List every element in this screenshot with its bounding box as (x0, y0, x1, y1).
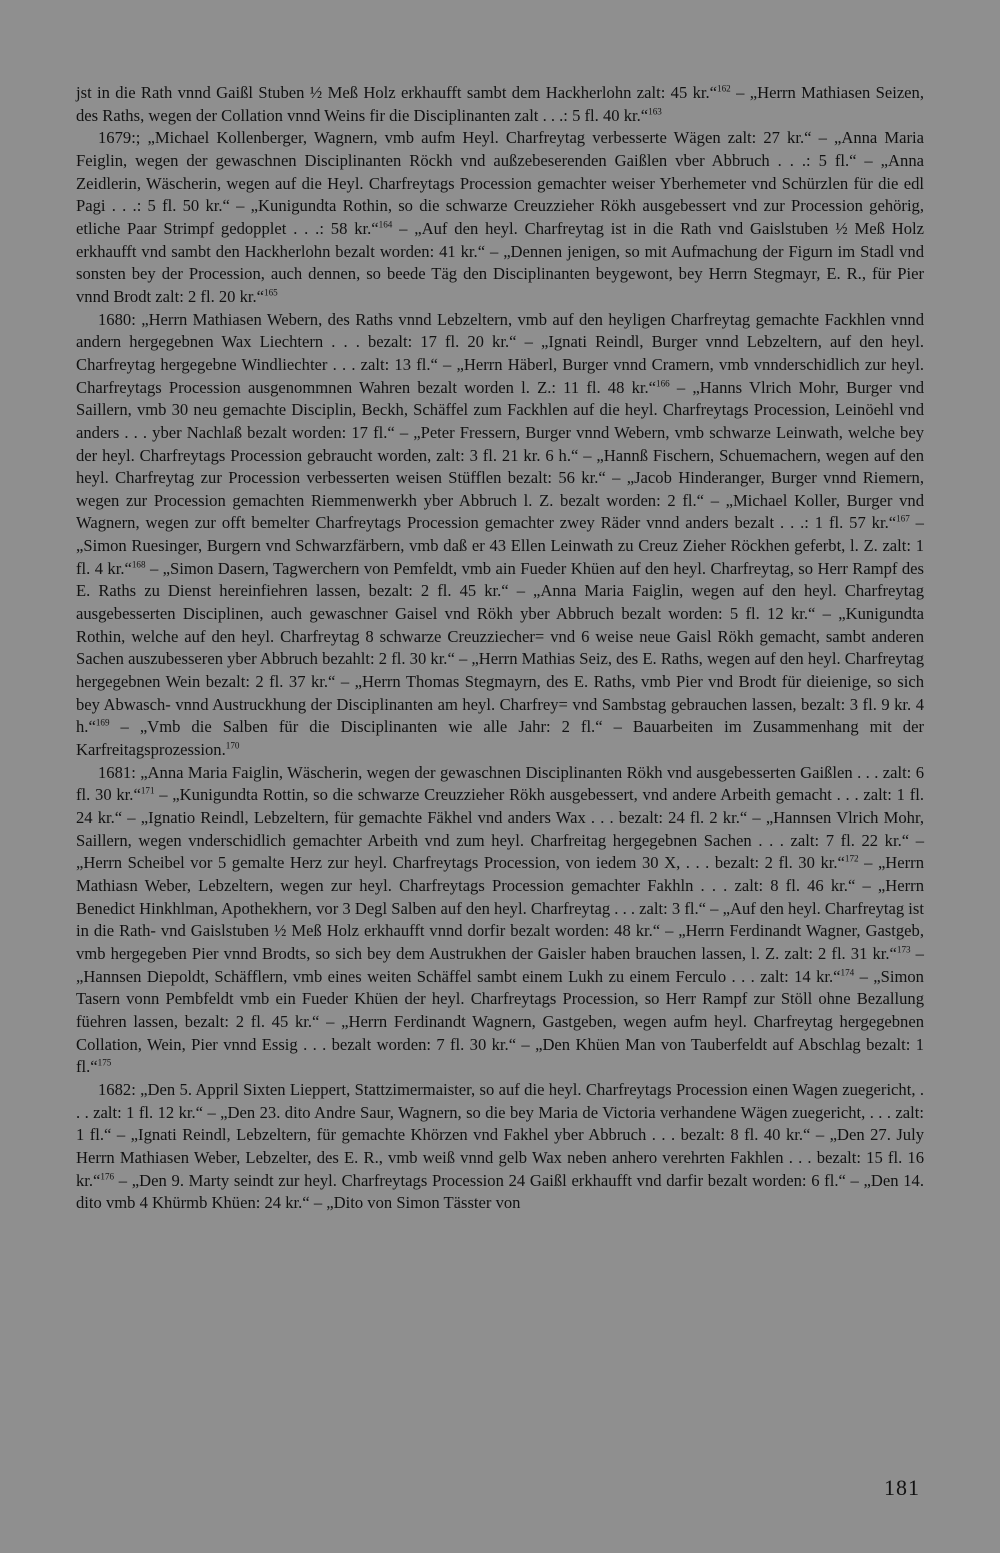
footnote-ref: 175 (97, 1057, 112, 1068)
footnote-ref: 164 (378, 219, 393, 230)
paragraph-cont (76, 82, 924, 127)
text-run: – „Auf den heyl. Charfreytag ist in die Rath vnd Gaislstuben ½ Meß Holz erkhaufft vnd sambt den Hackherlohn bezalt worden: 41 kr.“ – „Dennen jenigen, so mit Aufmachung der Figurn im Stadl vnd sonsten bey der Procession, auch dennen, so beede Täg den Disciplinanten beygewont, bey Herrn Stegmayr, E. R., für Pier vnnd Brodt zalt: 2 fl. 20 kr.“ (76, 218, 924, 306)
footnote-ref: 165 (264, 287, 278, 298)
text-run: – „Simon Ruesinger, Burgern vnd Schwarzfärbern, vmb daß er 43 Ellen Leinwath zu Creuz Zieher Röckhen geferbt, l. Z. zalt: 1 fl. 4 kr.“ (76, 513, 924, 578)
text-run: – „Herrn Mathiasen Seizen, des Raths, wegen der Collation vnnd Weins fir die Disciplinanten zalt . . .: 5 fl. 40 kr.“ (76, 83, 924, 125)
footnote-ref: 170 (225, 740, 240, 751)
paragraph-y1679 (76, 127, 924, 308)
footnote-ref: 166 (656, 378, 670, 388)
text-run: jst in die Rath vnnd Gaißl Stuben ½ Meß Holz erkhaufft sambt dem Hackherlohn zalt: 45 kr.“ (76, 83, 718, 102)
paragraph-y1681 (76, 762, 924, 1079)
text-run: – „Vmb die Salben für die Disciplinanten wie alle Jahr: 2 fl.“ – Bauarbeiten im Zusammenhang mit der Karfreitagsprozession. (76, 717, 924, 760)
page-number: 181 (884, 1475, 920, 1500)
body-text (76, 82, 924, 1215)
footnote-ref: 163 (648, 106, 662, 117)
footnote-ref: 167 (896, 513, 910, 524)
text-run: 1679:; „Michael Kollenberger, Wagnern, vmb aufm Heyl. Charfreytag verbesserte Wägen zalt: 27 kr.“ – „Anna Maria Feiglin, wegen der gewaschnen Disciplinanten Röckh vnd außzebeserenden Gaißlen vber Abbruch . . .: 5 fl.“ – „Anna Zeidlerin, Wäscherin, wegen auf die Heyl. Charfreytags Procession gemachter weiser Yberhemeter vnd Schürzlen für die edl Pagi . . .: 5 fl. 50 kr.“ – „Kunigundta Rothin, so die schwarze Creuzzieher Rökh ausgebessert vnd zur Procession gehörig, etliche Paar Strimpf gedopplet . . .: 58 kr.“ (76, 128, 924, 238)
text-run: – „Hannsen Diepoldt, Schäfflern, vmb eines weiten Schäffel sambt einem Lukh zu einem Ferculo . . . zalt: 14 kr.“ (76, 943, 924, 986)
text-run: 1682: „Den 5. Appril Sixten Lieppert, Stattzimermaister, so auf die heyl. Charfreytags Procession einen Wagen zuegericht, . . . zalt: 1 fl. 12 kr.“ – „Den 23. dito Andre Saur, Wagnern, so die bey Maria de Victoria verhandene Wägen zuegericht, . . . zalt: 1 fl.“ – „Ignati Reindl, Lebzeltern, für gemachte Khörzen vnd Fakhel yber Abbruch . . . bezalt: 8 fl. 40 kr.“ – „Den 27. July Herrn Mathiasen Weber, Lebzelter, des E. R., vmb weiß vnnd gelb Wax neben anhero verehrten Fakhlen . . . bezalt: 15 fl. 16 kr.“ (76, 1079, 924, 1190)
footnote-ref: 162 (717, 83, 731, 94)
text-run: 1680: „Herrn Mathiasen Webern, des Raths vnnd Lebzeltern, vmb auf den heyligen Charfreytag gemachte Fackhlen vnnd andern hergegebnen Wax Liechtern . . . bezalt: 17 fl. 20 kr.“ – „Ignati Reindl, Burger vnnd Lebzeltern, auf den heyl. Charfreytag hergegebne Windliechter . . . zalt: 13 fl.“ – „Herrn Häberl, Burger vnnd Cramern, vmb vnnderschidlich zur heyl. Charfreytags Procession ausgenommnen Wahren bezalt worden l. Z.: 11 fl. 48 kr.“ (76, 309, 924, 397)
footnote-ref: 169 (95, 717, 110, 728)
footnote-ref: 172 (844, 853, 859, 864)
footnote-ref: 174 (840, 967, 855, 978)
text-run: – „Kunigundta Rottin, so die schwarze Creuzzieher Rökh ausgebessert, vnd andere Arbeith gemacht . . . zalt: 1 fl. 24 kr.“ – „Ignatio Reindl, Lebzeltern, für gemachte Fäkhel vnd anders Wax . . . bezalt: 24 fl. 2 kr.“ – „Hannsen Vlrich Mohr, Saillern, wegen vnderschidlich gemachter Arbeith vnd zum heyl. Charfreitag hergegebnen Sachen . . . zalt: 7 fl. 22 kr.“ – „Herrn Scheibel vor 5 gemalte Herz zur heyl. Charfreytags Procession, von iedem 30 X, . . . bezalt: 2 fl. 30 kr.“ (76, 785, 924, 873)
footnote-ref: 173 (896, 944, 911, 955)
text-run: – „Hanns Vlrich Mohr, Burger vnd Saillern, vmb 30 neu gemachte Disciplin, Beckh, Schäffel zum Fackhlen auf die heyl. Charfreytags Procession, Leinöehl vnd anders . . . yber Nachlaß bezalt worden: 17 fl.“ – „Peter Fressern, Burger vnnd Webern, vmb schwarze Leinwath, welche bey der heyl. Charfreytags Procession gebraucht worden, zalt: 3 fl. 21 kr. 6 h.“ – „Hannß Fischern, Schuemachern, wegen auf den heyl. Charfreytag zur Procession verbesserten weisen Stüfflen bezalt: 56 kr.“ – „Jacob Hinderanger, Burger vnnd Riemern, wegen zur Procession gemachten Riemmenwerkh yber Abbruch l. Z. bezalt worden: 2 fl.“ – „Michael Koller, Burger vnd Wagnern, wegen zur offt bemelter Charfreytags Procession gemachter zwey Räder vnnd anders bezalt . . .: 1 fl. 57 kr.“ (76, 377, 924, 533)
footnote-ref: 171 (140, 785, 155, 796)
text-run: – „Simon Tasern vonn Pembfeldt vmb ein Fueder Khüen der heyl. Charfreytags Procession, so Herr Rampf zur Stöll ohne Bezallung füehren lassen, bezalt: 2 fl. 45 kr.“ – „Herrn Ferdinandt Wagnern, Gastgeben, wegen aufm heyl. Charfreytag hergegebnen Collation, Wein, Pier vnnd Essig . . . bezalt worden: 7 fl. 30 kr.“ – „Den Khüen Man von Tauberfeldt auf Abschlag bezalt: 1 fl.“ (76, 966, 924, 1077)
paragraph-y1680 (76, 309, 924, 762)
text-run: 1681: „Anna Maria Faiglin, Wäscherin, wegen der gewaschnen Disciplinanten Rökh vnd ausgebesserten Gaißlen . . . zalt: 6 fl. 30 kr.“ (76, 762, 924, 805)
text-run: – „Simon Dasern, Tagwerchern von Pemfeldt, vmb ain Fueder Khüen auf den heyl. Charfreytag, so Herr Rampf des E. Raths zu Dienst hereinfiehren lassen, bezalt: 2 fl. 45 kr.“ – „Anna Maria Faiglin, wegen auf den heyl. Charfreytag ausgebesserten Disciplinen, auch gewaschner Gaisel vnd Rökh yber Abbruch bezalt worden: 5 fl. 12 kr.“ – „Kunigundta Rothin, welche auf den heyl. Charfreytag 8 schwarze Creuzziecher= vnd 6 weise neue Gaisl Rökh gemacht, sambt anderen Sachen auszubesseren yber Abbruch bezahlt: 2 fl. 30 kr.“ – „Herrn Mathias Seiz, des E. Raths, wegen auf den heyl. Charfreytag hergegebnen Wein bezalt: 2 fl. 37 kr.“ – „Herrn Thomas Stegmayrn, des E. Raths, vmb Pier vnd Brodt für dieienige, so sich bey Abwasch- vnnd Austruckhung der Disciplinanten am heyl. Charfrey= vnd Sambstag gebrauchen lassen, bezalt: 3 fl. 9 kr. 4 h.“ (76, 558, 924, 737)
paragraph-y1682 (76, 1079, 924, 1215)
text-run: – „Den 9. Marty seindt zur heyl. Charfreytags Procession 24 Gaißl erkhaufft vnd darfir bezalt worden: 6 fl.“ – „Den 14. dito vmb 4 Khürmb Khüen: 24 kr.“ – „Dito von Simon Tässter von (76, 1170, 924, 1213)
footnote-ref: 168 (131, 559, 146, 570)
footnote-ref: 176 (100, 1170, 115, 1181)
text-run: – „Herrn Mathiasn Weber, Lebzeltern, wegen zur heyl. Charfreytags Procession gemachter Fakhln . . . zalt: 8 fl. 46 kr.“ – „Herrn Benedict Hinkhlman, Apothekhern, vor 3 Degl Salben auf den heyl. Charfreytag . . . zalt: 3 fl.“ – „Auf den heyl. Charfreytag ist in die Rath- vnd Gaislstuben ½ Meß Holz erkhaufft vnnd dorfir bezalt worden: 48 kr.“ – „Herrn Ferdinandt Wagner, Gastgeb, vmb hergegeben Pier vnnd Brodts, so sich bey dem Austrukhen der Gaisler haben brauchen lassen, l. Z. zalt: 2 fl. 31 kr.“ (76, 853, 925, 963)
